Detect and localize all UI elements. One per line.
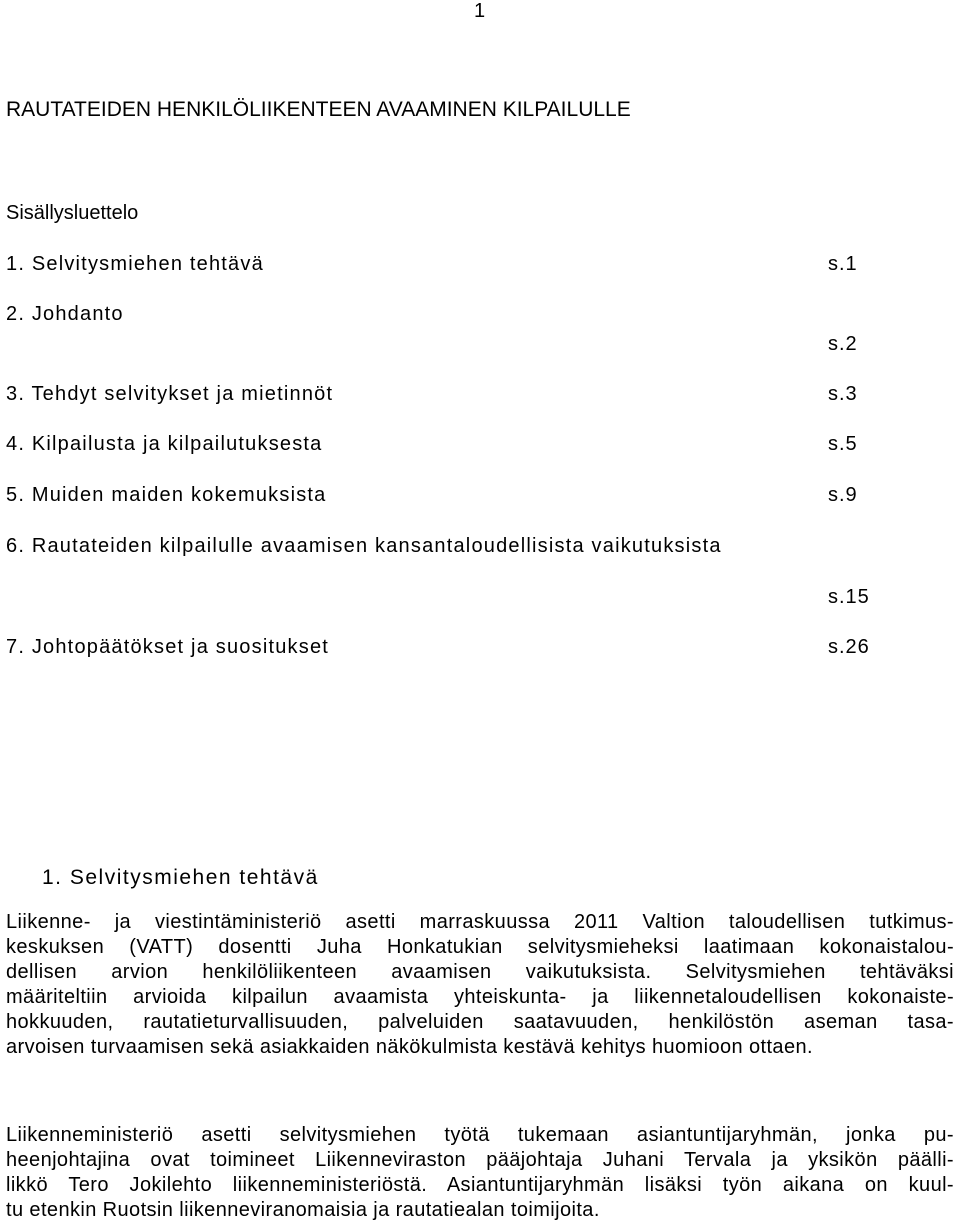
toc-entry-label[interactable]: 4. Kilpailusta ja kilpailutuksesta — [6, 433, 323, 455]
paragraph-line: Liikenne- ja viestintäministeriö asetti marraskuussa 2011 Valtion taloudellisen tutkimus- — [6, 911, 954, 933]
toc-entry-label[interactable]: 5. Muiden maiden kokemuksista — [6, 484, 327, 506]
toc-heading: Sisällysluettelo — [6, 202, 139, 224]
paragraph-line: keskuksen (VATT) dosentti Juha Honkatukian selvitysmieheksi laatimaan kokonaistalou- — [6, 936, 954, 958]
toc-entry-page: s.26 — [828, 636, 870, 658]
paragraph-line: tu etenkin Ruotsin liikenneviranomaisia ja rautatiealan toimijoita. — [6, 1199, 600, 1221]
toc-entry-page: s.1 — [828, 253, 858, 275]
paragraph-line: arvoisen turvaamisen sekä asiakkaiden näkökulmista kestävä kehitys huomioon ottaen. — [6, 1036, 813, 1058]
paragraph-line: määriteltiin arvioida kilpailun avaamista yhteiskunta- ja liikennetaloudellisen kokonaiste- — [6, 986, 954, 1008]
page-number: 1 — [474, 0, 486, 22]
body-paragraph — [6, 910, 954, 1060]
paragraph-line: hokkuuden, rautatieturvallisuuden, palveluiden saatavuuden, henkilöstön aseman tasa- — [6, 1011, 954, 1033]
toc-entry-label[interactable]: 2. Johdanto — [6, 303, 124, 325]
toc-entry-page: s.3 — [828, 383, 858, 405]
paragraph-line: Liikenneministeriö asetti selvitysmiehen työtä tukemaan asiantuntijaryhmän, jonka pu- — [6, 1124, 954, 1146]
paragraph-line: likkö Tero Jokilehto liikenneministeriöstä. Asiantuntijaryhmän lisäksi työn aikana on kuul- — [6, 1174, 954, 1196]
toc-entry-label[interactable]: 6. Rautateiden kilpailulle avaamisen kansantaloudellisista vaikutuksista — [6, 535, 722, 557]
toc-entry-label[interactable]: 1. Selvitysmiehen tehtävä — [6, 253, 264, 275]
paragraph-line: heenjohtajina ovat toimineet Liikenneviraston pääjohtaja Juhani Tervala ja yksikön päälli- — [6, 1149, 954, 1171]
toc-entry-label[interactable]: 3. Tehdyt selvitykset ja mietinnöt — [6, 383, 334, 405]
toc-entry-label[interactable]: 7. Johtopäätökset ja suositukset — [6, 636, 330, 658]
toc-entry-page: s.5 — [828, 433, 858, 455]
document-title: RAUTATEIDEN HENKILÖLIIKENTEEN AVAAMINEN KILPAILULLE — [6, 98, 631, 121]
toc-entry-page: s.2 — [828, 333, 858, 355]
paragraph-line: dellisen arvion henkilöliikenteen avaamisen vaikutuksista. Selvitysmiehen tehtäväksi — [6, 961, 954, 983]
toc-entry-page: s.9 — [828, 484, 858, 506]
body-paragraph — [6, 1123, 954, 1223]
section-heading: 1. Selvitysmiehen tehtävä — [42, 866, 319, 889]
toc-entry-page: s.15 — [828, 586, 870, 608]
